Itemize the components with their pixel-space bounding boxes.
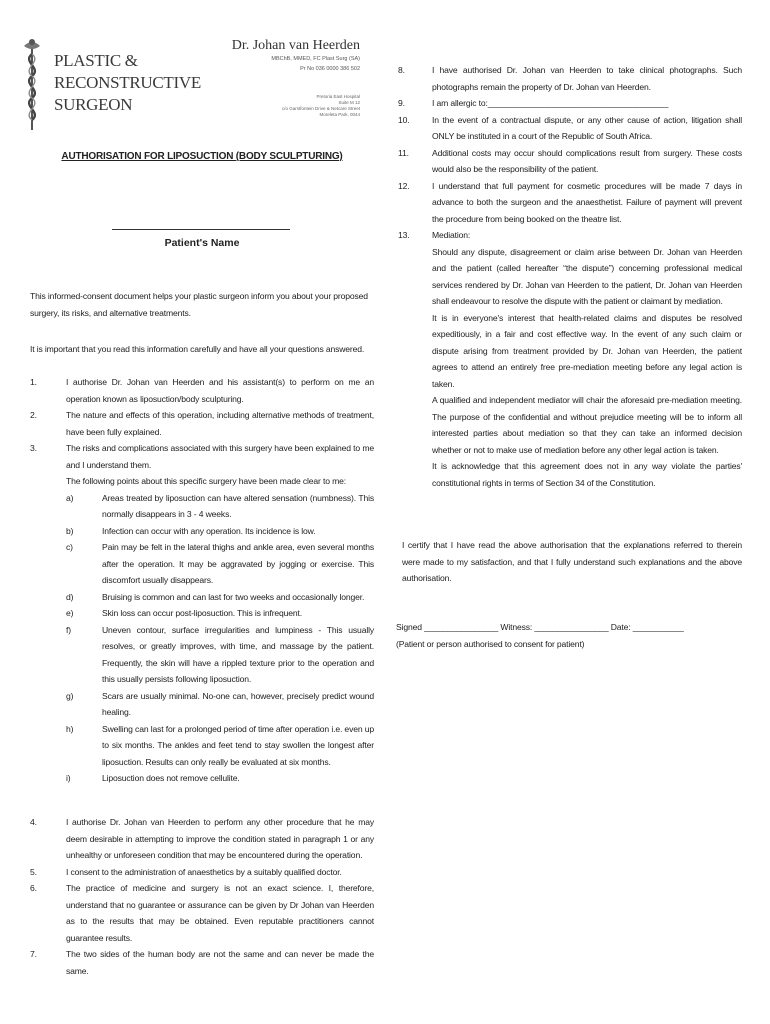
sub-letter: d) — [66, 591, 74, 602]
brand-title — [54, 50, 201, 116]
list-item — [30, 814, 374, 864]
certification-statement: I certify that I have read the above authorisation that the explanations referred to therein were made to my satisfaction, and that I fully understand such explanations and the above authorisation. — [402, 540, 742, 583]
item-text: The nature and effects of this operation, including alternative methods of treatment, have been fully explained. — [66, 410, 374, 437]
item-number: 9. — [398, 98, 405, 108]
consent-items-8-13 — [394, 62, 742, 491]
intro-paragraph: It is important that you read this information carefully and have all your questions answered. — [30, 344, 365, 354]
address-line: Suite M 12 — [338, 100, 360, 105]
sub-text: Scars are usually minimal. No-one can, however, precisely predict wound healing. — [102, 690, 374, 717]
list-item — [394, 62, 742, 95]
item-number: 13. — [398, 230, 410, 240]
list-item — [394, 178, 742, 228]
sub-letter: h) — [66, 723, 74, 734]
sub-text: Pain may be felt in the lateral thighs and ankle area, even several months after the operation. It may be aggravated by jogging or exercise. This discomfort usually disappears. — [102, 542, 374, 585]
mediation-paragraph: Should any dispute, disagreement or claim arise between Dr. Johan van Heerden and the patient (called hereafter “the dispute”) concerning professional medical services rendered by Dr. Johan van Heerden to the patient, Dr. Johan van Heerden shall endeavour to resolve the dispute with the patient or claimant by mediation. — [432, 246, 742, 306]
sub-letter: b) — [66, 525, 74, 536]
sub-item — [66, 490, 374, 523]
item-text — [66, 440, 374, 787]
sub-text: Areas treated by liposuction can have altered sensation (numbness). This normally disappears in 3 - 4 weeks. — [102, 492, 374, 519]
list-item — [30, 440, 374, 787]
item-text: I consent to the administration of anaesthetics by a suitably qualified doctor. — [66, 866, 342, 877]
sub-item — [66, 523, 374, 540]
document-title: AUTHORISATION FOR LIPOSUCTION (BODY SCULPTURING) — [61, 151, 343, 162]
sub-text: Infection can occur with any operation. Its incidence is low. — [102, 525, 316, 536]
mediation-paragraph: It is acknowledge that this agreement does not in any way violate the parties' constitutional rights in terms of Section 34 of the Constitution. — [432, 461, 742, 488]
doctor-details — [232, 38, 360, 74]
list-item — [394, 112, 742, 145]
item-number: 4. — [30, 817, 37, 827]
address-line: Pretoria East Hospital — [316, 94, 360, 99]
sub-text: Bruising is common and can last for two weeks and occasionally longer. — [102, 591, 365, 602]
doctor-name: Dr. Johan van Heerden — [231, 38, 360, 53]
sub-text: Uneven contour, surface irregularities and lumpiness - This usually resolves, or greatly improves, with time, and massage by the patient. Frequently, the skin will have a rippled texture prior to the operation and this usually persists following liposuction. — [102, 624, 374, 684]
sub-item — [66, 605, 374, 622]
address-line: c/o Garstfontein Drive & Netcare Street — [281, 106, 360, 111]
item-number: 1. — [30, 377, 37, 387]
patient-name-label: Patient's Name — [164, 237, 240, 249]
list-item — [30, 407, 374, 440]
item-number: 11. — [398, 147, 409, 158]
sub-item — [66, 589, 374, 606]
item-number: 8. — [398, 65, 405, 75]
left-column — [30, 34, 374, 976]
practice-address — [282, 94, 360, 118]
item-text: Mediation: — [432, 230, 471, 240]
signature-fields[interactable]: Signed ________________ Witness: ________________ Date: ___________ — [396, 622, 684, 632]
consent-items-4-7 — [30, 814, 374, 979]
mediation-paragraph: It is in everyone's interest that health-related claims and disputes be resolved expeditiously, in a fair and cost effective way. In the event of any such claim or dispute arising from treatment provided by Dr. Johan van Heerden, the patient agrees to attend an entirely free pre-mediation meeting before any legal action is taken. — [432, 312, 742, 389]
item-number: 2. — [30, 410, 37, 420]
signature-block — [396, 619, 742, 652]
item-text: Additional costs may occur should complications result from surgery. These costs would also be the responsibility of the patient. — [432, 147, 742, 174]
item-text: In the event of a contractual dispute, or any other cause of action, litigation shall ONLY be instituted in a court of the Republic of South Africa. — [432, 114, 742, 141]
item-number: 5. — [30, 866, 37, 877]
allergy-field[interactable]: I am allergic to:_______________________________________ — [432, 98, 669, 108]
mediation-paragraph: A qualified and independent mediator will chair the aforesaid pre-mediation meeting. The purpose of the confidential and without prejudice meeting will be to inform all interested parties about mediation so that they can take an informed decision whether or not to make use of mediation before any other legal action is taken. — [432, 395, 742, 455]
list-item — [30, 880, 374, 946]
list-item — [30, 374, 374, 407]
sub-item — [66, 622, 374, 688]
sub-text: Skin loss can occur post-liposuction. This is infrequent. — [102, 608, 303, 618]
item-text: I have authorised Dr. Johan van Heerden to take clinical photographs. Such photographs remain the property of Dr. Johan van Heerden. — [432, 65, 742, 92]
item-text: The risks and complications associated with this surgery have been explained to me and I understand them. — [66, 443, 374, 470]
sub-letter: f) — [66, 624, 71, 635]
sub-item — [66, 539, 374, 589]
item-lead: The following points about this specific surgery have been made clear to me: — [66, 476, 346, 486]
brand-line: RECONSTRUCTIVE — [54, 73, 201, 92]
item-text: I understand that full payment for cosmetic procedures will be made 7 days in advance to both the surgeon and the anaesthetist. Failure of payment will prevent the procedure from being booked on the theatre list. — [432, 180, 742, 224]
sub-letter: a) — [66, 492, 74, 503]
consent-items-1-3 — [30, 374, 374, 787]
caduceus-logo-icon — [18, 36, 46, 132]
item-number: 6. — [30, 883, 37, 893]
list-item — [30, 864, 374, 881]
sub-letter: i) — [66, 773, 71, 783]
item-text: The two sides of the human body are not the same and can never be made the same. — [66, 949, 374, 976]
sub-item — [66, 688, 374, 721]
address-line: Moreleta Park, 0044 — [319, 112, 360, 117]
intro-paragraph: This informed-consent document helps your plastic surgeon inform you about your proposed surgery, its risks, and alternative treatments. — [30, 291, 368, 318]
list-item — [30, 946, 374, 979]
item-number: 10. — [398, 114, 410, 125]
item-text: The practice of medicine and surgery is not an exact science. I, therefore, understand that no guarantee or assurance can be given by Dr Johan van Heerden as to the results that may be obtained. Even reputable practitioners cannot guarantee results. — [66, 883, 374, 943]
brand-line: PLASTIC & — [54, 51, 138, 70]
list-item — [394, 227, 742, 244]
item-number: 7. — [30, 949, 37, 959]
list-item — [394, 95, 742, 112]
sub-letter: g) — [66, 690, 74, 701]
item-text: I authorise Dr. Johan van Heerden to perform any other procedure that he may deem desirable in attempting to improve the condition stated in paragraph 1 or any unhealthy or unforeseen condition that may be encountered during the operation. — [66, 817, 374, 860]
item-text: I authorise Dr. Johan van Heerden and his assistant(s) to perform on me an operation known as liposuction/body sculpturing. — [66, 377, 374, 404]
sub-item — [66, 721, 374, 771]
letterhead — [30, 34, 374, 134]
patient-name-line[interactable] — [112, 229, 290, 230]
item-number: 12. — [398, 180, 410, 191]
item-number: 3. — [30, 443, 37, 453]
sub-letter: e) — [66, 608, 74, 618]
sub-letter: c) — [66, 542, 73, 552]
sub-item — [66, 770, 374, 787]
brand-line: SURGEON — [54, 95, 133, 114]
signature-note: (Patient or person authorised to consent for patient) — [396, 638, 585, 649]
practice-number: Pr No 036 0000 386 502 — [300, 66, 360, 72]
doctor-credentials: MBChB, MMED, FC Plast Surg (SA) — [271, 56, 360, 62]
list-item — [394, 145, 742, 178]
sub-text: Liposuction does not remove cellulite. — [102, 773, 240, 783]
sub-text: Swelling can last for a prolonged period of time after operation i.e. even up to six months. The ankles and feet tend to stay swollen the longest after liposuction. Results can only really be evaluated at six months. — [102, 723, 374, 767]
